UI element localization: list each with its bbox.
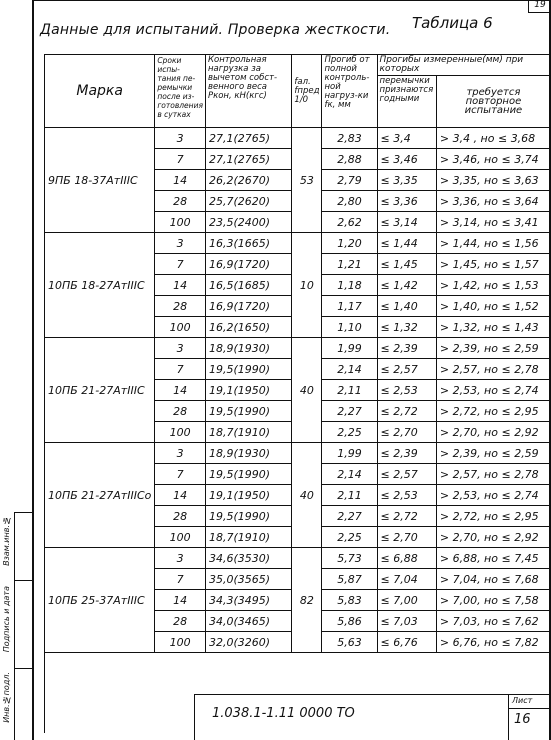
deflection-cell: 2,79: [322, 170, 377, 191]
load-cell: 16,9(1720): [205, 254, 291, 275]
retest-cell: > 2,72, но ≤ 2,95: [436, 506, 550, 527]
accepted-cell: ≤ 3,14: [377, 212, 436, 233]
retest-cell: > 7,04, но ≤ 7,68: [436, 569, 550, 590]
deflection-cell: 2,14: [322, 359, 377, 380]
age-cell: 3: [155, 233, 206, 254]
table-row: [45, 548, 551, 569]
header-retest: требуется повторное испытание: [436, 76, 550, 128]
load-cell: 32,0(3260): [205, 632, 291, 653]
accepted-cell: ≤ 2,57: [377, 359, 436, 380]
load-cell: 18,7(1910): [205, 527, 291, 548]
flim-cell: 53: [292, 128, 322, 233]
accepted-cell: ≤ 6,76: [377, 632, 436, 653]
header-deflection: Прогиб от полной контроль-ной нагруз-ки fк, мм: [322, 55, 377, 128]
retest-cell: > 2,53, но ≤ 2,74: [436, 380, 550, 401]
age-cell: 7: [155, 359, 206, 380]
header-flim: fал. fпред 1/0: [292, 55, 322, 128]
flim-cell: 40: [292, 338, 322, 443]
age-cell: 100: [155, 527, 206, 548]
age-cell: 28: [155, 191, 206, 212]
deflection-cell: 5,63: [322, 632, 377, 653]
age-cell: 28: [155, 506, 206, 527]
retest-cell: > 3,4 , но ≤ 3,68: [436, 128, 550, 149]
table-row: [45, 128, 551, 149]
age-cell: 3: [155, 548, 206, 569]
retest-cell: > 1,45, но ≤ 1,57: [436, 254, 550, 275]
accepted-cell: ≤ 3,36: [377, 191, 436, 212]
retest-cell: > 3,14, но ≤ 3,41: [436, 212, 550, 233]
deflection-cell: 1,99: [322, 338, 377, 359]
frame-left-strip-top: [14, 512, 32, 513]
flim-cell: 40: [292, 443, 322, 548]
age-cell: 3: [155, 443, 206, 464]
marka-cell: 10ПБ 25-37АтIIIС: [45, 548, 155, 653]
flim-cell: 10: [292, 233, 322, 338]
retest-cell: > 3,35, но ≤ 3,63: [436, 170, 550, 191]
retest-cell: > 3,46, но ≤ 3,74: [436, 149, 550, 170]
age-cell: 3: [155, 338, 206, 359]
deflection-cell: 2,27: [322, 401, 377, 422]
age-cell: 7: [155, 254, 206, 275]
frame-left-strip: [14, 512, 15, 740]
deflection-cell: 5,73: [322, 548, 377, 569]
accepted-cell: ≤ 2,53: [377, 380, 436, 401]
age-cell: 28: [155, 296, 206, 317]
load-cell: 19,5(1990): [205, 359, 291, 380]
deflection-cell: 2,25: [322, 422, 377, 443]
accepted-cell: ≤ 1,40: [377, 296, 436, 317]
deflection-cell: 2,83: [322, 128, 377, 149]
accepted-cell: ≤ 2,70: [377, 527, 436, 548]
sheet-divider-v: [508, 694, 509, 740]
load-cell: 35,0(3565): [205, 569, 291, 590]
deflection-cell: 2,62: [322, 212, 377, 233]
retest-cell: > 7,03, но ≤ 7,62: [436, 611, 550, 632]
frame-left-strip-mid2: [14, 668, 32, 669]
load-cell: 19,1(1950): [205, 485, 291, 506]
accepted-cell: ≤ 3,46: [377, 149, 436, 170]
stamp-top-line: [194, 694, 551, 695]
deflection-cell: 5,83: [322, 590, 377, 611]
retest-cell: > 2,57, но ≤ 2,78: [436, 464, 550, 485]
accepted-cell: ≤ 1,45: [377, 254, 436, 275]
accepted-cell: ≤ 1,44: [377, 233, 436, 254]
accepted-cell: ≤ 7,03: [377, 611, 436, 632]
accepted-cell: ≤ 7,00: [377, 590, 436, 611]
deflection-cell: 1,17: [322, 296, 377, 317]
accepted-cell: ≤ 2,72: [377, 401, 436, 422]
load-cell: 18,7(1910): [205, 422, 291, 443]
age-cell: 14: [155, 170, 206, 191]
load-cell: 18,9(1930): [205, 443, 291, 464]
accepted-cell: ≤ 7,04: [377, 569, 436, 590]
side-label-vzam: Взам.инв.№: [2, 516, 11, 566]
age-cell: 100: [155, 422, 206, 443]
accepted-cell: ≤ 2,39: [377, 338, 436, 359]
load-cell: 16,3(1665): [205, 233, 291, 254]
deflection-cell: 2,14: [322, 464, 377, 485]
accepted-cell: ≤ 2,39: [377, 443, 436, 464]
retest-cell: > 2,57, но ≤ 2,78: [436, 359, 550, 380]
load-cell: 34,3(3495): [205, 590, 291, 611]
table-body: [45, 128, 551, 653]
retest-cell: > 3,36, но ≤ 3,64: [436, 191, 550, 212]
retest-cell: > 2,72, но ≤ 2,95: [436, 401, 550, 422]
sheet-label: Лист: [512, 696, 533, 705]
retest-cell: > 1,44, но ≤ 1,56: [436, 233, 550, 254]
header-accepted: перемычки признаются годными: [377, 76, 436, 128]
load-cell: 19,5(1990): [205, 401, 291, 422]
load-cell: 34,0(3465): [205, 611, 291, 632]
retest-cell: > 6,76, но ≤ 7,82: [436, 632, 550, 653]
page-corner-number: 19: [528, 0, 551, 13]
header-marka: Марка: [45, 55, 155, 128]
load-cell: 23,5(2400): [205, 212, 291, 233]
age-cell: 28: [155, 611, 206, 632]
load-cell: 27,1(2765): [205, 149, 291, 170]
deflection-cell: 1,18: [322, 275, 377, 296]
age-cell: 7: [155, 569, 206, 590]
age-cell: 14: [155, 380, 206, 401]
accepted-cell: ≤ 2,70: [377, 422, 436, 443]
header-load: Контрольная нагрузка за вычетом собст-венного веса Pкон, кН(кгс): [205, 55, 291, 128]
frame-left-strip-mid1: [14, 580, 32, 581]
age-cell: 28: [155, 401, 206, 422]
marka-cell: 9ПБ 18-37АтIIIС: [45, 128, 155, 233]
table-label: Таблица 6: [412, 14, 493, 32]
side-label-inv-podl: Инв.№подл.: [2, 672, 11, 723]
load-cell: 19,1(1950): [205, 380, 291, 401]
accepted-cell: ≤ 1,42: [377, 275, 436, 296]
retest-cell: > 1,32, но ≤ 1,43: [436, 317, 550, 338]
load-cell: 16,9(1720): [205, 296, 291, 317]
retest-cell: > 2,70, но ≤ 2,92: [436, 527, 550, 548]
deflection-cell: 2,80: [322, 191, 377, 212]
deflection-cell: 2,88: [322, 149, 377, 170]
load-cell: 19,5(1990): [205, 506, 291, 527]
header-age: Сроки испы-тания пе-ремычки после из-готовления в сутках: [155, 55, 206, 128]
retest-cell: > 7,00, но ≤ 7,58: [436, 590, 550, 611]
age-cell: 100: [155, 317, 206, 338]
stiffness-table: [44, 54, 551, 733]
table-row: [45, 443, 551, 464]
table-row: [45, 338, 551, 359]
accepted-cell: ≤ 6,88: [377, 548, 436, 569]
accepted-cell: ≤ 3,35: [377, 170, 436, 191]
load-cell: 26,2(2670): [205, 170, 291, 191]
deflection-cell: 5,87: [322, 569, 377, 590]
frame-top: [32, 0, 551, 1]
load-cell: 18,9(1930): [205, 338, 291, 359]
load-cell: 19,5(1990): [205, 464, 291, 485]
deflection-cell: 1,99: [322, 443, 377, 464]
frame-left: [32, 0, 34, 740]
retest-cell: > 1,42, но ≤ 1,53: [436, 275, 550, 296]
stamp-left-line: [194, 694, 195, 740]
age-cell: 7: [155, 464, 206, 485]
age-cell: 100: [155, 212, 206, 233]
deflection-cell: 1,20: [322, 233, 377, 254]
accepted-cell: ≤ 3,4: [377, 128, 436, 149]
deflection-cell: 1,21: [322, 254, 377, 275]
document-code: 1.038.1-1.11 0000 ТО: [212, 706, 355, 721]
deflection-cell: 2,11: [322, 485, 377, 506]
load-cell: 34,6(3530): [205, 548, 291, 569]
load-cell: 16,2(1650): [205, 317, 291, 338]
retest-cell: > 2,39, но ≤ 2,59: [436, 443, 550, 464]
load-cell: 25,7(2620): [205, 191, 291, 212]
age-cell: 14: [155, 275, 206, 296]
accepted-cell: ≤ 2,53: [377, 485, 436, 506]
side-label-podpis: Подпись и дата: [2, 586, 11, 653]
flim-cell: 82: [292, 548, 322, 653]
deflection-cell: 2,27: [322, 506, 377, 527]
marka-cell: 10ПБ 21-27АтIIIС: [45, 338, 155, 443]
sheet-divider-h: [508, 708, 551, 709]
load-cell: 16,5(1685): [205, 275, 291, 296]
age-cell: 7: [155, 149, 206, 170]
load-cell: 27,1(2765): [205, 128, 291, 149]
deflection-cell: 5,86: [322, 611, 377, 632]
deflection-cell: 2,25: [322, 527, 377, 548]
retest-cell: > 1,40, но ≤ 1,52: [436, 296, 550, 317]
age-cell: 14: [155, 485, 206, 506]
accepted-cell: ≤ 1,32: [377, 317, 436, 338]
deflection-cell: 2,11: [322, 380, 377, 401]
accepted-cell: ≤ 2,72: [377, 506, 436, 527]
marka-cell: 10ПБ 21-27АтIIIСо: [45, 443, 155, 548]
table-row: [45, 233, 551, 254]
retest-cell: > 2,70, но ≤ 2,92: [436, 422, 550, 443]
age-cell: 3: [155, 128, 206, 149]
age-cell: 100: [155, 632, 206, 653]
retest-cell: > 2,53, но ≤ 2,74: [436, 485, 550, 506]
accepted-cell: ≤ 2,57: [377, 464, 436, 485]
header-measured-group: Прогибы измеренные(мм) при которых: [377, 55, 550, 76]
page-heading: Данные для испытаний. Проверка жесткости.: [40, 22, 391, 38]
sheet-number: 16: [514, 712, 531, 727]
age-cell: 14: [155, 590, 206, 611]
marka-cell: 10ПБ 18-27АтIIIС: [45, 233, 155, 338]
deflection-cell: 1,10: [322, 317, 377, 338]
retest-cell: > 6,88, но ≤ 7,45: [436, 548, 550, 569]
retest-cell: > 2,39, но ≤ 2,59: [436, 338, 550, 359]
